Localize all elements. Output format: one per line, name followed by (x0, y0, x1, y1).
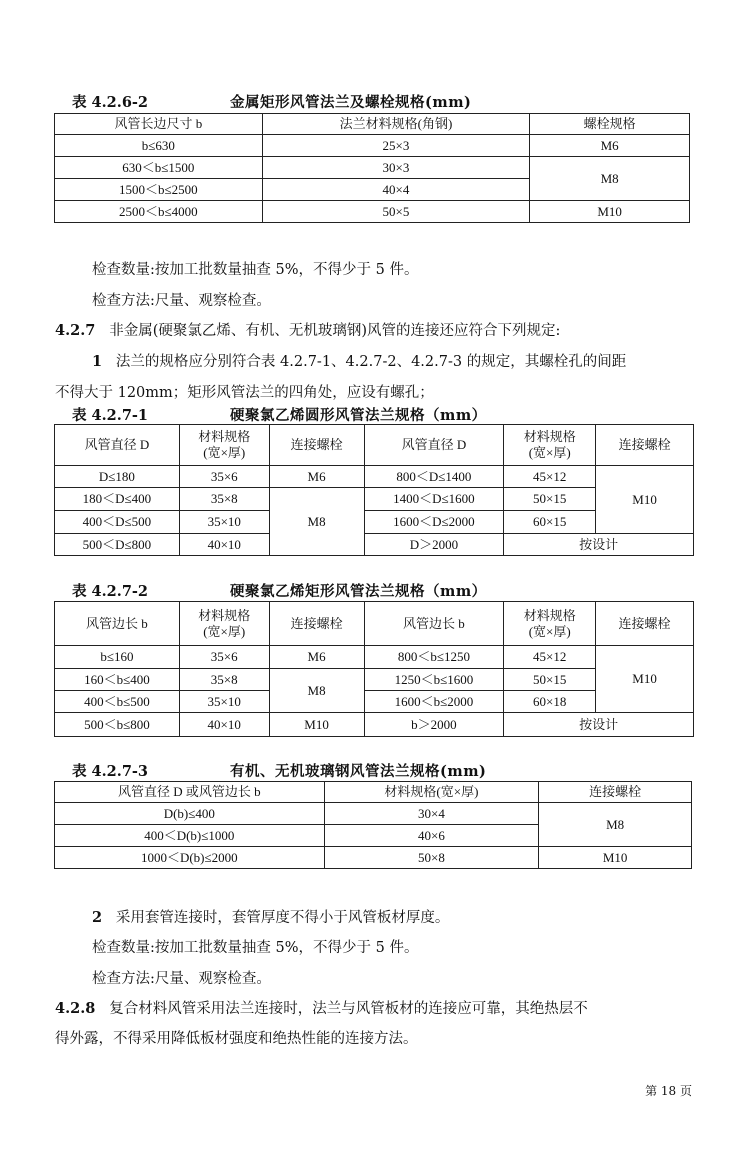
header-cell: 风管边长 b (364, 602, 504, 646)
table-header-row (55, 114, 690, 135)
inspection-method: 检查方法:尺量、观察检查。 (92, 293, 271, 309)
cell: M10 (596, 466, 694, 534)
table-row (55, 157, 690, 179)
header-line: 材料规格 (523, 607, 576, 623)
cell: 45×12 (504, 646, 596, 669)
cell: M10 (269, 713, 364, 737)
cell: 按设计 (504, 713, 694, 737)
cell: 400＜b≤500 (55, 691, 180, 713)
cell: 50×15 (504, 669, 596, 691)
cell: 40×10 (179, 713, 269, 737)
item-1-line-1 (92, 350, 626, 371)
header-cell: 法兰材料规格(角钢) (262, 114, 530, 135)
cell: 50×15 (504, 488, 596, 511)
table-4-2-7-1 (54, 424, 694, 556)
table-row (55, 201, 690, 223)
header-cell: 风管长边尺寸 b (55, 114, 263, 135)
cell: 800＜b≤1250 (364, 646, 504, 669)
table-header-row (55, 602, 694, 646)
table-4-2-7-2 (54, 601, 694, 737)
section-4-2-8-line-1 (55, 997, 588, 1018)
cell: 60×18 (504, 691, 596, 713)
table-number: 表 4.2.7-1 (72, 407, 149, 424)
table-4-2-7-3 (54, 781, 692, 869)
table-title: 金属矩形风管法兰及螺栓规格(mm) (230, 94, 472, 111)
cell: b≤160 (55, 646, 180, 669)
header-cell: 风管直径 D 或风管边长 b (55, 782, 325, 803)
cell: M10 (539, 847, 692, 869)
section-4-2-7 (55, 319, 560, 340)
header-cell: 风管边长 b (55, 602, 180, 646)
table-header-row (55, 425, 694, 466)
header-line: 材料规格 (198, 607, 251, 623)
table-caption-4-2-7-2 (72, 580, 487, 601)
cell: 35×10 (179, 691, 269, 713)
cell: 25×3 (262, 135, 530, 157)
table-row (55, 646, 694, 669)
inspection-quantity: 检查数量:按加工批数量抽查 5%，不得少于 5 件。 (92, 940, 419, 956)
cell: 1600＜b≤2000 (364, 691, 504, 713)
table-caption-4-2-7-3 (72, 760, 486, 781)
cell: 160＜b≤400 (55, 669, 180, 691)
header-cell (179, 602, 269, 646)
item-text: 采用套管连接时，套管厚度不得小于风管板材厚度。 (115, 910, 450, 926)
header-cell (504, 425, 596, 466)
table-number: 表 4.2.7-2 (72, 583, 149, 600)
cell: M6 (269, 466, 364, 488)
cell: 50×8 (324, 847, 539, 869)
cell: D＞2000 (364, 534, 504, 556)
item-text: 法兰的规格应分别符合表 4.2.7-1、4.2.7-2、4.2.7-3 的规定，其螺栓孔的间距 (115, 354, 627, 370)
cell: 630＜b≤1500 (55, 157, 263, 179)
item-1-line-2: 不得大于 120mm；矩形风管法兰的四角处，应设有螺孔； (55, 385, 434, 401)
header-line: (宽×厚) (528, 623, 571, 639)
cell: 1000＜D(b)≤2000 (55, 847, 325, 869)
cell: 35×6 (179, 646, 269, 669)
item-number: 2 (92, 909, 103, 926)
header-cell: 材料规格(宽×厚) (324, 782, 539, 803)
header-cell (504, 602, 596, 646)
table-row (55, 466, 694, 488)
table-header-row (55, 782, 692, 803)
section-4-2-8-line-2: 得外露，不得采用降低板材强度和绝热性能的连接方法。 (55, 1031, 418, 1047)
cell: 1500＜b≤2500 (55, 179, 263, 201)
cell: M8 (269, 488, 364, 556)
cell: 40×6 (324, 825, 539, 847)
inspection-quantity: 检查数量:按加工批数量抽查 5%，不得少于 5 件。 (92, 262, 419, 278)
cell: 400＜D(b)≤1000 (55, 825, 325, 847)
cell: 40×4 (262, 179, 530, 201)
cell: 2500＜b≤4000 (55, 201, 263, 223)
header-line: (宽×厚) (203, 445, 246, 460)
cell: b≤630 (55, 135, 263, 157)
header-cell (179, 425, 269, 466)
header-cell: 连接螺栓 (269, 602, 364, 646)
cell: M10 (530, 201, 690, 223)
header-cell: 螺栓规格 (530, 114, 690, 135)
header-line: 材料规格 (523, 429, 576, 444)
header-line: (宽×厚) (203, 623, 246, 639)
cell: M8 (530, 157, 690, 201)
cell: 60×15 (504, 511, 596, 534)
cell: 35×8 (179, 669, 269, 691)
cell: 180＜D≤400 (55, 488, 180, 511)
header-cell: 风管直径 D (364, 425, 504, 466)
cell: 1400＜D≤1600 (364, 488, 504, 511)
cell: 500＜D≤800 (55, 534, 180, 556)
cell: 35×6 (179, 466, 269, 488)
cell: M10 (596, 646, 694, 713)
table-4-2-6-2 (54, 113, 690, 223)
header-cell: 连接螺栓 (269, 425, 364, 466)
table-title: 硬聚氯乙烯矩形风管法兰规格（mm） (230, 583, 487, 600)
cell: 45×12 (504, 466, 596, 488)
table-caption-4-2-6-2 (72, 91, 471, 112)
header-cell: 连接螺栓 (539, 782, 692, 803)
table-title: 硬聚氯乙烯圆形风管法兰规格（mm） (230, 407, 487, 424)
table-caption-4-2-7-1 (72, 404, 487, 425)
cell: 30×3 (262, 157, 530, 179)
cell: M8 (539, 803, 692, 847)
cell: D(b)≤400 (55, 803, 325, 825)
header-line: 材料规格 (198, 429, 251, 444)
table-row (55, 713, 694, 737)
cell: M8 (269, 669, 364, 713)
cell: 500＜b≤800 (55, 713, 180, 737)
cell: 800＜D≤1400 (364, 466, 504, 488)
header-cell: 风管直径 D (55, 425, 180, 466)
cell: 30×4 (324, 803, 539, 825)
table-number: 表 4.2.7-3 (72, 763, 149, 780)
cell: M6 (530, 135, 690, 157)
table-title: 有机、无机玻璃钢风管法兰规格(mm) (230, 763, 487, 780)
section-text: 复合材料风管采用法兰连接时，法兰与风管板材的连接应可靠，其绝热层不 (109, 1001, 588, 1017)
cell: 50×5 (262, 201, 530, 223)
section-number: 4.2.7 (55, 322, 96, 339)
inspection-method: 检查方法:尺量、观察检查。 (92, 971, 271, 987)
cell: 1250＜b≤1600 (364, 669, 504, 691)
table-row (55, 534, 694, 556)
header-cell: 连接螺栓 (596, 425, 694, 466)
table-row (55, 847, 692, 869)
item-number: 1 (92, 353, 103, 370)
cell: 35×8 (179, 488, 269, 511)
header-cell: 连接螺栓 (596, 602, 694, 646)
page-number: 第 18 页 (645, 1084, 692, 1098)
item-2 (92, 906, 449, 927)
cell: 35×10 (179, 511, 269, 534)
table-row (55, 135, 690, 157)
cell: 40×10 (179, 534, 269, 556)
table-row (55, 803, 692, 825)
cell: 按设计 (504, 534, 694, 556)
table-number: 表 4.2.6-2 (72, 94, 149, 111)
cell: D≤180 (55, 466, 180, 488)
cell: 1600＜D≤2000 (364, 511, 504, 534)
cell: M6 (269, 646, 364, 669)
section-number: 4.2.8 (55, 1000, 96, 1017)
cell: 400＜D≤500 (55, 511, 180, 534)
cell: b＞2000 (364, 713, 504, 737)
section-text: 非金属(硬聚氯乙烯、有机、无机玻璃钢)风管的连接还应符合下列规定: (109, 323, 561, 339)
header-line: (宽×厚) (528, 445, 571, 460)
